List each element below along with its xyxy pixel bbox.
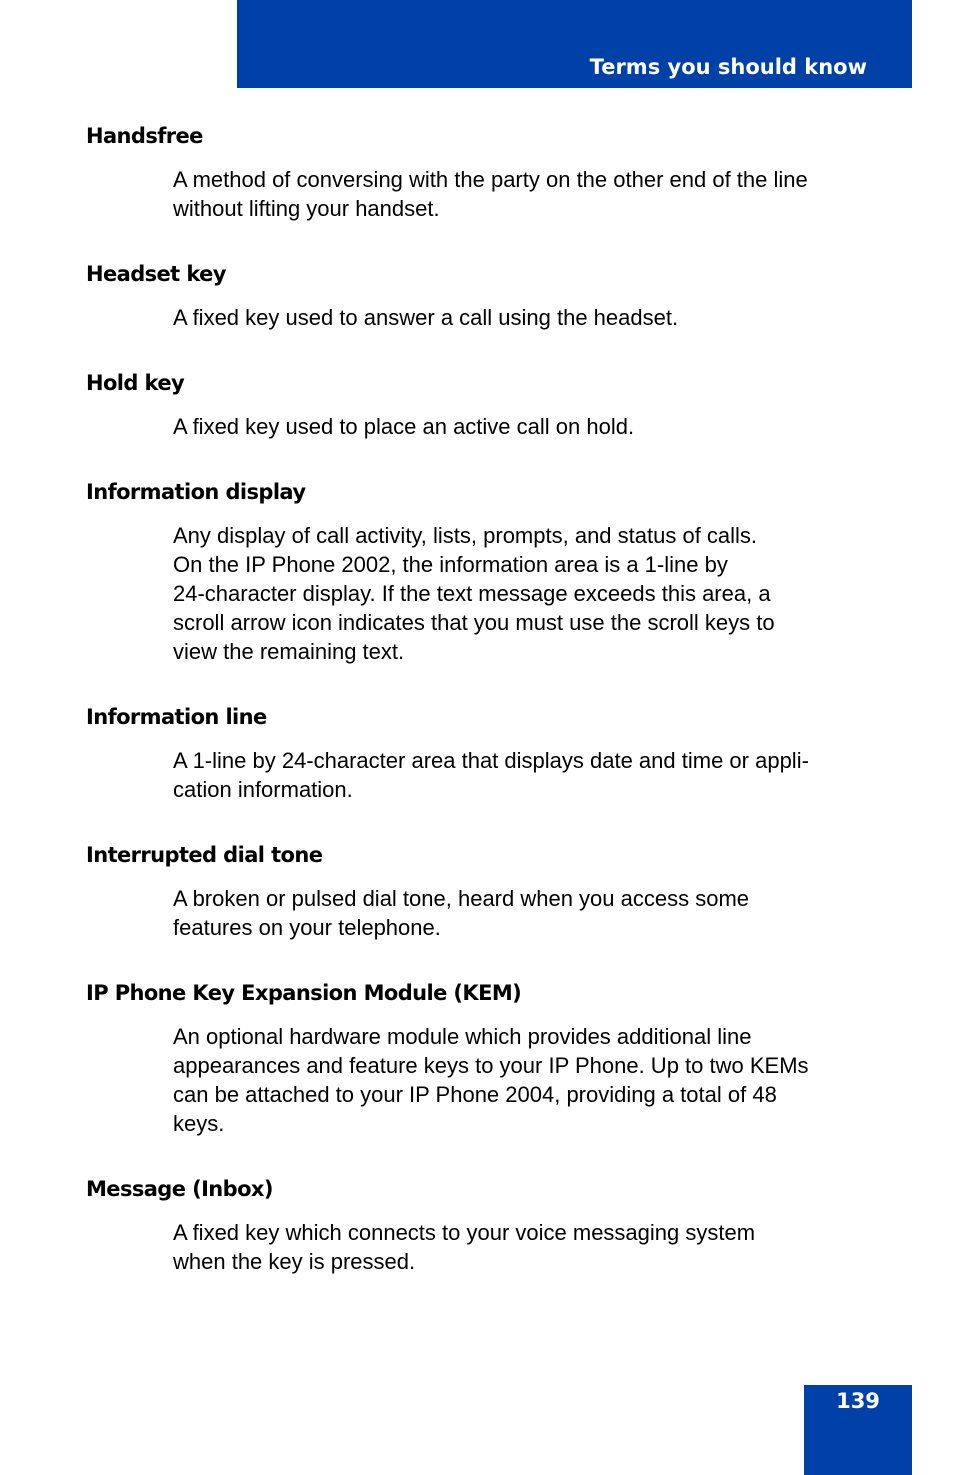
definition-line: 24-character display. If the text message exceeds this area, a xyxy=(173,581,771,606)
definition-line: features on your telephone. xyxy=(173,915,441,940)
definition-line: A fixed key used to place an active call on hold. xyxy=(173,414,635,439)
glossary-definition xyxy=(173,165,873,223)
glossary-entry-kem xyxy=(86,978,876,1138)
glossary-term: Hold key xyxy=(86,371,185,395)
page-number: 139 xyxy=(836,1389,880,1413)
glossary-definition xyxy=(173,1218,873,1276)
glossary-entry-information-line xyxy=(86,702,876,804)
header-bar xyxy=(237,0,912,88)
definition-line: A 1-line by 24-character area that displays date and time or appli- xyxy=(173,748,809,773)
glossary-entry-headset-key xyxy=(86,259,876,332)
glossary-entry-hold-key xyxy=(86,368,876,441)
definition-line: without lifting your handset. xyxy=(173,196,440,221)
definition-line: A method of conversing with the party on the other end of the line xyxy=(173,167,808,192)
definition-line: view the remaining text. xyxy=(173,639,405,664)
definition-line: cation information. xyxy=(173,777,353,802)
glossary-term: IP Phone Key Expansion Module (KEM) xyxy=(86,981,522,1005)
glossary-term: Interrupted dial tone xyxy=(86,843,323,867)
definition-line: Any display of call activity, lists, prompts, and status of calls. xyxy=(173,523,758,548)
glossary-entry-message-inbox xyxy=(86,1174,876,1276)
glossary-definition xyxy=(173,303,873,332)
definition-line: On the IP Phone 2002, the information area is a 1-line by xyxy=(173,552,728,577)
glossary-term: Message (Inbox) xyxy=(86,1177,273,1201)
definition-line: appearances and feature keys to your IP Phone. Up to two KEMs xyxy=(173,1053,809,1078)
glossary-entry-interrupted-dial-tone xyxy=(86,840,876,942)
definition-line: keys. xyxy=(173,1111,225,1136)
glossary-definition xyxy=(173,412,873,441)
glossary-definition xyxy=(173,746,873,804)
definition-line: A fixed key which connects to your voice messaging system xyxy=(173,1220,756,1245)
section-title: Terms you should know xyxy=(589,55,867,79)
definition-line: can be attached to your IP Phone 2004, providing a total of 48 xyxy=(173,1082,777,1107)
definition-line: A broken or pulsed dial tone, heard when you access some xyxy=(173,886,750,911)
definition-line: scroll arrow icon indicates that you must use the scroll keys to xyxy=(173,610,775,635)
glossary-term: Handsfree xyxy=(86,124,203,148)
definition-line: A fixed key used to answer a call using the headset. xyxy=(173,305,679,330)
glossary-list xyxy=(86,121,876,1276)
glossary-definition xyxy=(173,1022,873,1138)
page-number-box xyxy=(804,1385,912,1475)
glossary-term: Headset key xyxy=(86,262,226,286)
definition-line: when the key is pressed. xyxy=(173,1249,416,1274)
glossary-term: Information display xyxy=(86,480,306,504)
definition-line: An optional hardware module which provides additional line xyxy=(173,1024,752,1049)
glossary-definition xyxy=(173,884,873,942)
glossary-entry-information-display xyxy=(86,477,876,666)
glossary-definition xyxy=(173,521,873,666)
glossary-term: Information line xyxy=(86,705,267,729)
glossary-entry-handsfree xyxy=(86,121,876,223)
